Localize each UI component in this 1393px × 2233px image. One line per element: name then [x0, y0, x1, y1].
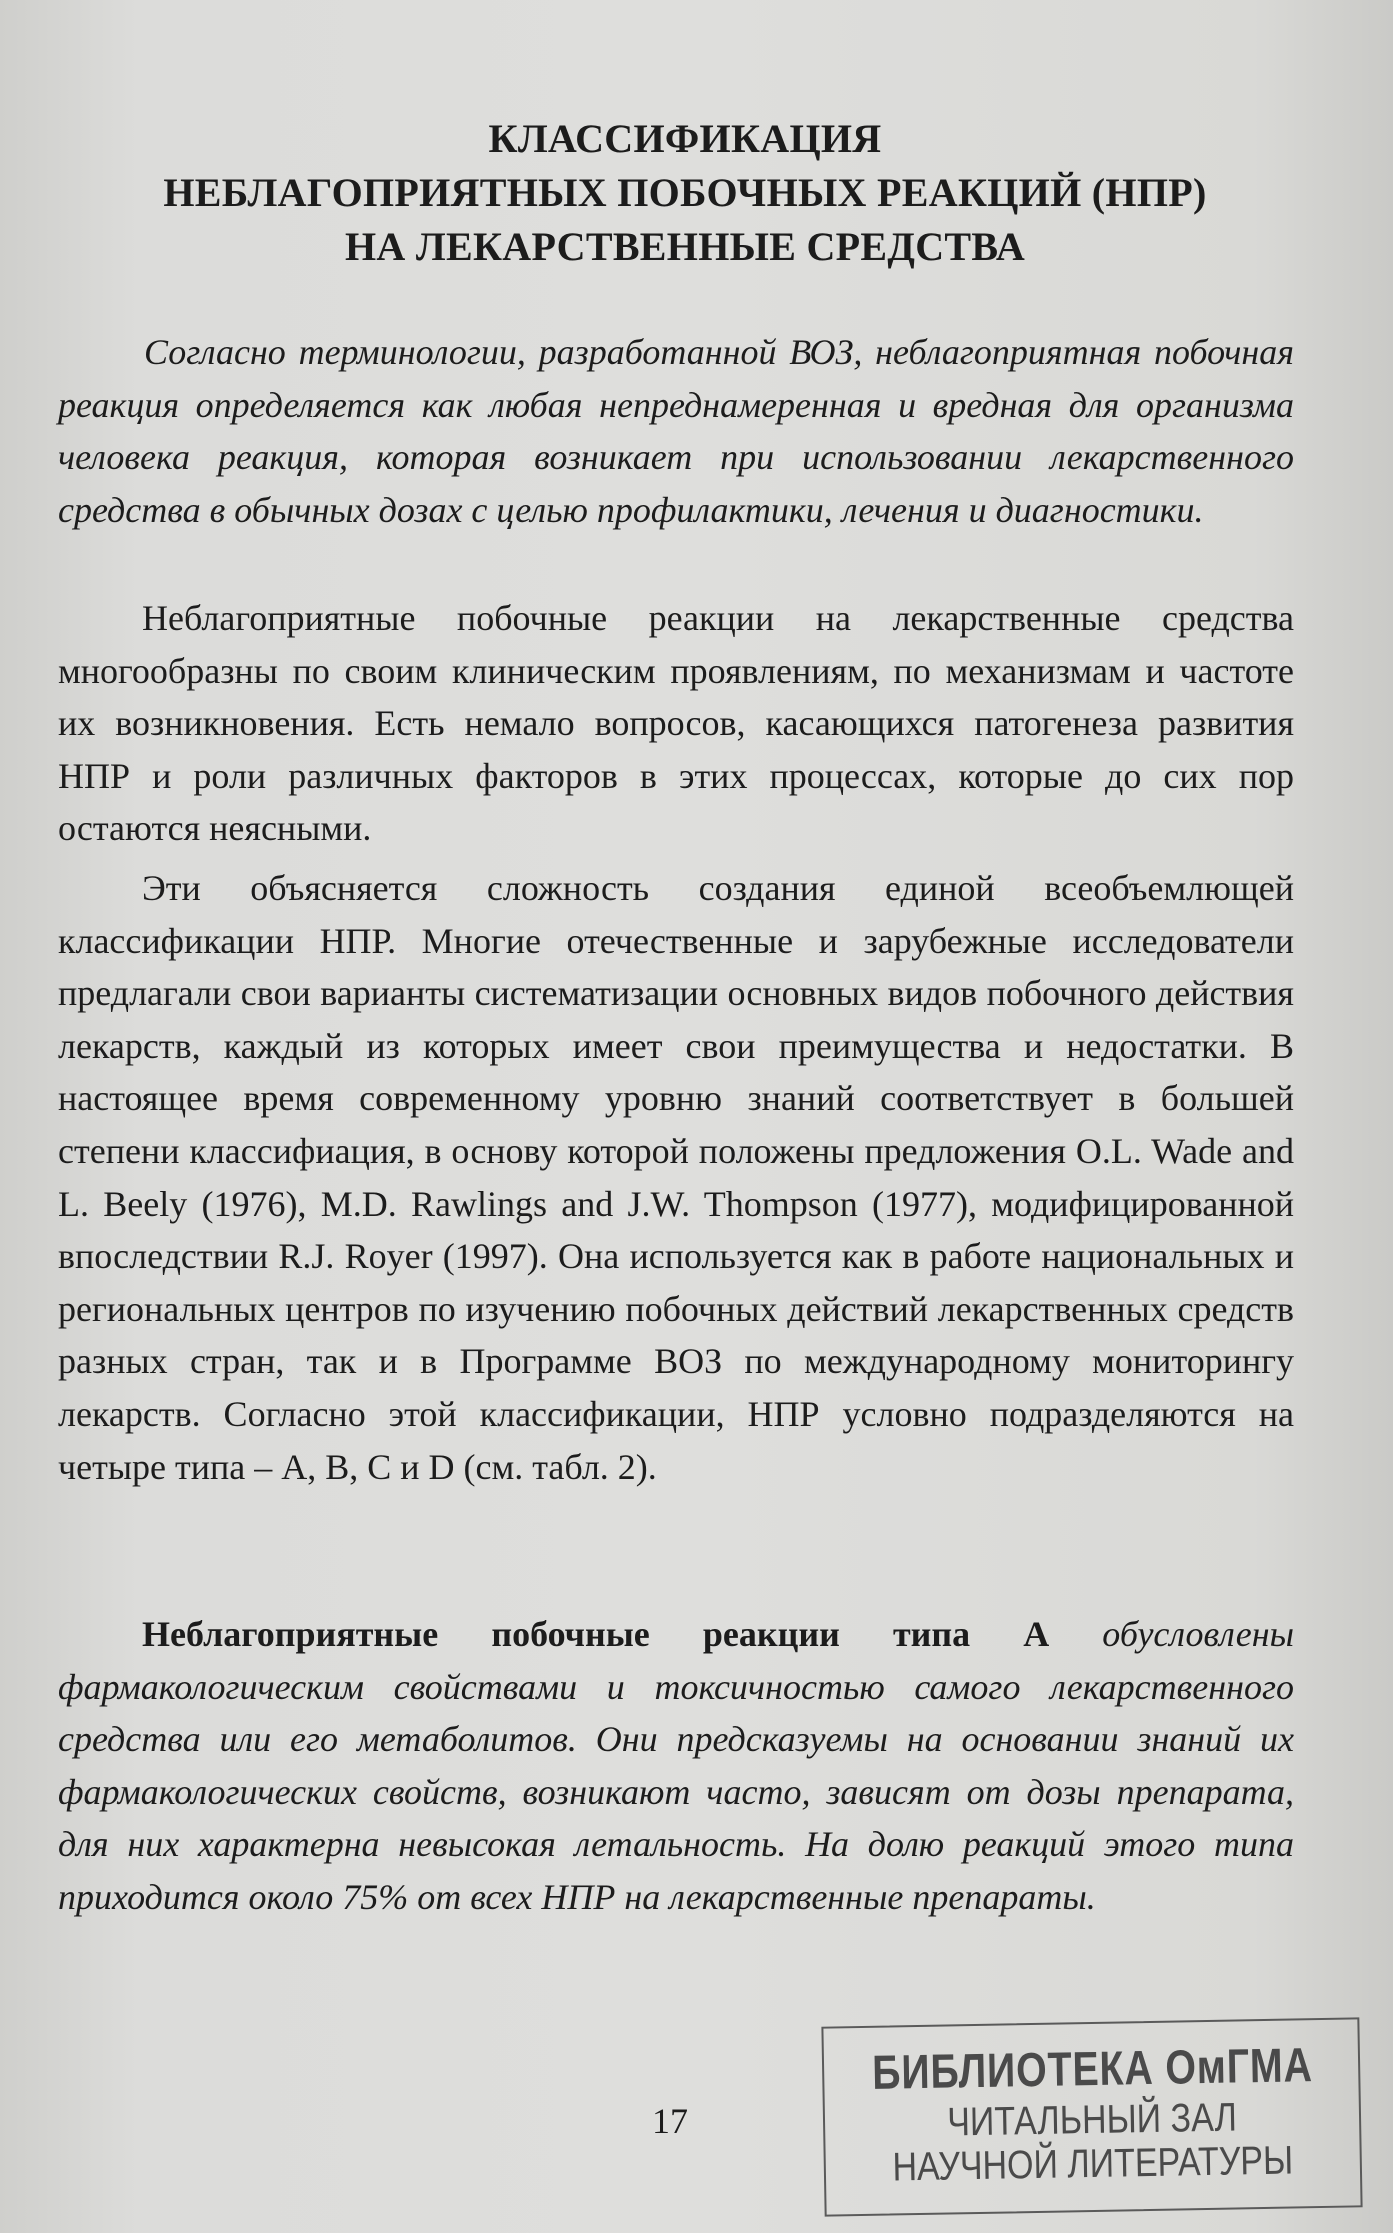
paragraph-3 [58, 1608, 1294, 1924]
page-number: 17 [652, 2101, 688, 2141]
title-line-2: НЕБЛАГОПРИЯТНЫХ ПОБОЧНЫХ РЕАКЦИЙ (НПР) [163, 170, 1207, 215]
paragraph-3-rest: обусловлены фармакологическим свойствами и токсичностью самого лекарственного средства или его метаболитов. Они предсказуемы на основании знаний их фармакологических свойств, возникают часто, зависят от дозы препарата, для них характерна невысокая летальность. На долю реакций этого типа приходится около 75% от всех НПР на лекарственные препараты. [58, 1614, 1294, 1917]
stamp-line-2: ЧИТАЛЬНЫЙ ЗАЛ [946, 2095, 1238, 2145]
title-line-1: КЛАССИФИКАЦИЯ [488, 116, 882, 161]
stamp-line-3: НАУЧНОЙ ЛИТЕРАТУРЫ [892, 2138, 1294, 2190]
title-line-3: НА ЛЕКАРСТВЕННЫЕ СРЕДСТВА [344, 224, 1026, 269]
stamp-line-1: БИБЛИОТЕКА ОмГМА [871, 2039, 1314, 2100]
paragraph-3-lead: Неблагоприятные побочные реакции типа А [142, 1614, 1050, 1654]
intro-paragraph: Согласно терминологии, разработанной ВОЗ, неблагоприятная побочная реакция определяется как любая непреднамеренная и вредная для организма человека реакция, которая возникает при использовании лекарственного средства в обычных дозах с целью профилактики, лечения и диагностики. [58, 332, 1294, 530]
paragraph-1: Неблагоприятные побочные реакции на лекарственные средства многообразны по своим клиническим проявлениям, по механизмам и частоте их возникновения. Есть немало вопросов, касающихся патогенеза развития НПР и роли различных факторов в этих процессах, которые до сих пор остаются неясными. [58, 598, 1294, 849]
library-stamp [821, 2017, 1362, 2216]
paragraph-2: Эти объясняется сложность создания единой всеобъемлющей классификации НПР. Многие отечественные и зарубежные исследователи предлагали свои варианты систематизации основных видов побочного действия лекарств, каждый из которых имеет свои преимущества и недостатки. В настоящее время современному уровню знаний соответствует в большей степени классифиация, в основу которой положены предложения O.L. Wade and L. Beely (1976), M.D. Rawlings and J.W. Thompson (1977), модифицированной впоследствии R.J. Royer (1997). Она используется как в работе национальных и региональных центров по изучению побочных действий лекарственных средств разных стран, так и в Программе ВОЗ по международному мониторингу лекарств. Согласно этой классификации, НПР условно подразделяются на четыре типа – A, B, C и D (см. табл. 2). [58, 868, 1294, 1487]
chapter-title [60, 112, 1310, 274]
